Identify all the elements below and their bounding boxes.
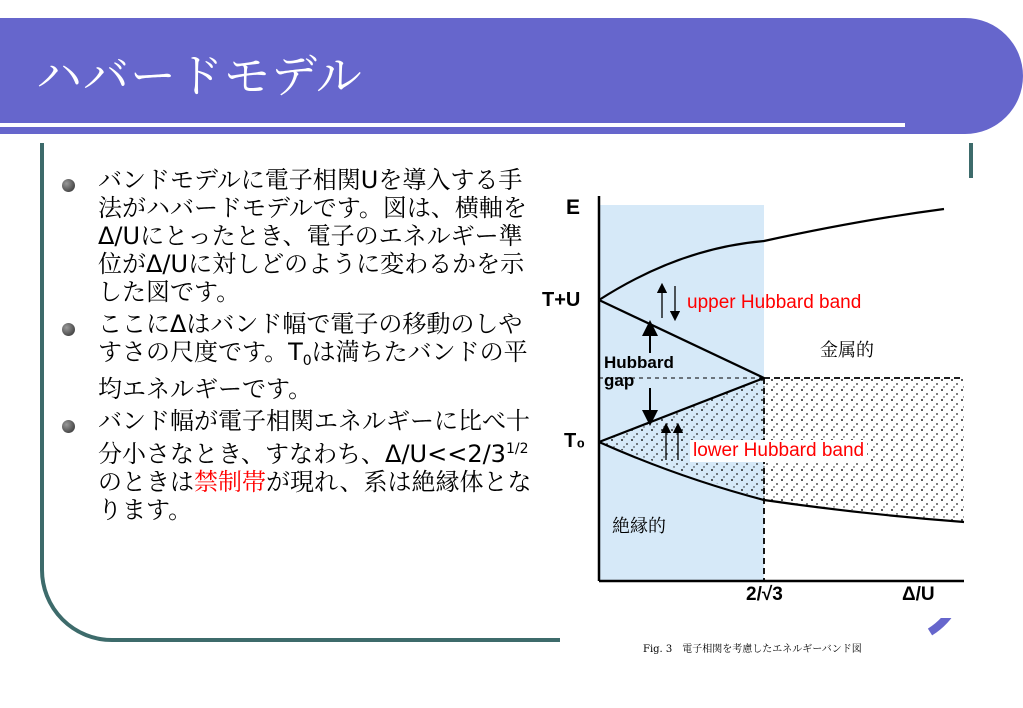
- critical-ratio-tick-label: 2/√3: [746, 584, 783, 605]
- bullet-text-part1: バンド幅が電子相関エネルギーに比べ十分小さなとき、すなわち、Δ/U<<2/3: [98, 407, 530, 468]
- bullet-item: [62, 166, 537, 306]
- hubbard-gap-line2: gap: [604, 371, 635, 390]
- figure-caption: Fig. 3 電子相関を考慮したエネルギーバンド図: [643, 644, 862, 655]
- bullet-text-part2: は満ちたバンドの平均エネルギーです。: [98, 338, 528, 403]
- upper-hubbard-band-label: upper Hubbard band: [687, 292, 862, 313]
- bullet-item: [62, 310, 537, 403]
- bullet-text-part1: ここにΔはバンド幅で電子の移動のしやすさの尺度です。T: [98, 310, 523, 366]
- superscript-half: 1/2: [505, 441, 529, 457]
- bullet-dot-icon: [62, 420, 75, 433]
- energy-axis-label: E: [566, 196, 581, 219]
- bullet-text: バンドモデルに電子相関Uを導入する手法がハバードモデルです。図は、横軸をΔ/Uにとったとき、電子のエネルギー準位がΔ/Uに対しどのように変わるかを示した図です。: [98, 166, 527, 306]
- bullet-text-part3: が現れ、系は絶縁体となります。: [98, 468, 532, 524]
- bullet-text-part2: のときは: [98, 468, 194, 496]
- insulator-label: 絶縁的: [612, 516, 666, 537]
- bullet-list: [62, 166, 537, 524]
- lower-hubbard-band-label: lower Hubbard band: [690, 440, 867, 462]
- hubbard-gap-label: [604, 354, 674, 390]
- bullet-dot-icon: [62, 323, 75, 336]
- hubbard-gap-line1: Hubbard: [604, 353, 674, 372]
- bullet-dot-icon: [62, 179, 75, 192]
- x-axis-label: Δ/U: [902, 584, 935, 605]
- t0-label: T₀: [564, 430, 586, 452]
- hubbard-diagram-svg: [540, 178, 973, 618]
- t-plus-u-label: T+U: [542, 289, 581, 311]
- hubbard-diagram: [540, 178, 973, 618]
- bullet-item: [62, 407, 537, 524]
- forbidden-band-highlight: 禁制帯: [194, 468, 266, 496]
- metal-label: 金属的: [820, 340, 874, 361]
- subscript-zero: 0: [302, 353, 312, 369]
- slide-title: ハバードモデル: [36, 49, 363, 103]
